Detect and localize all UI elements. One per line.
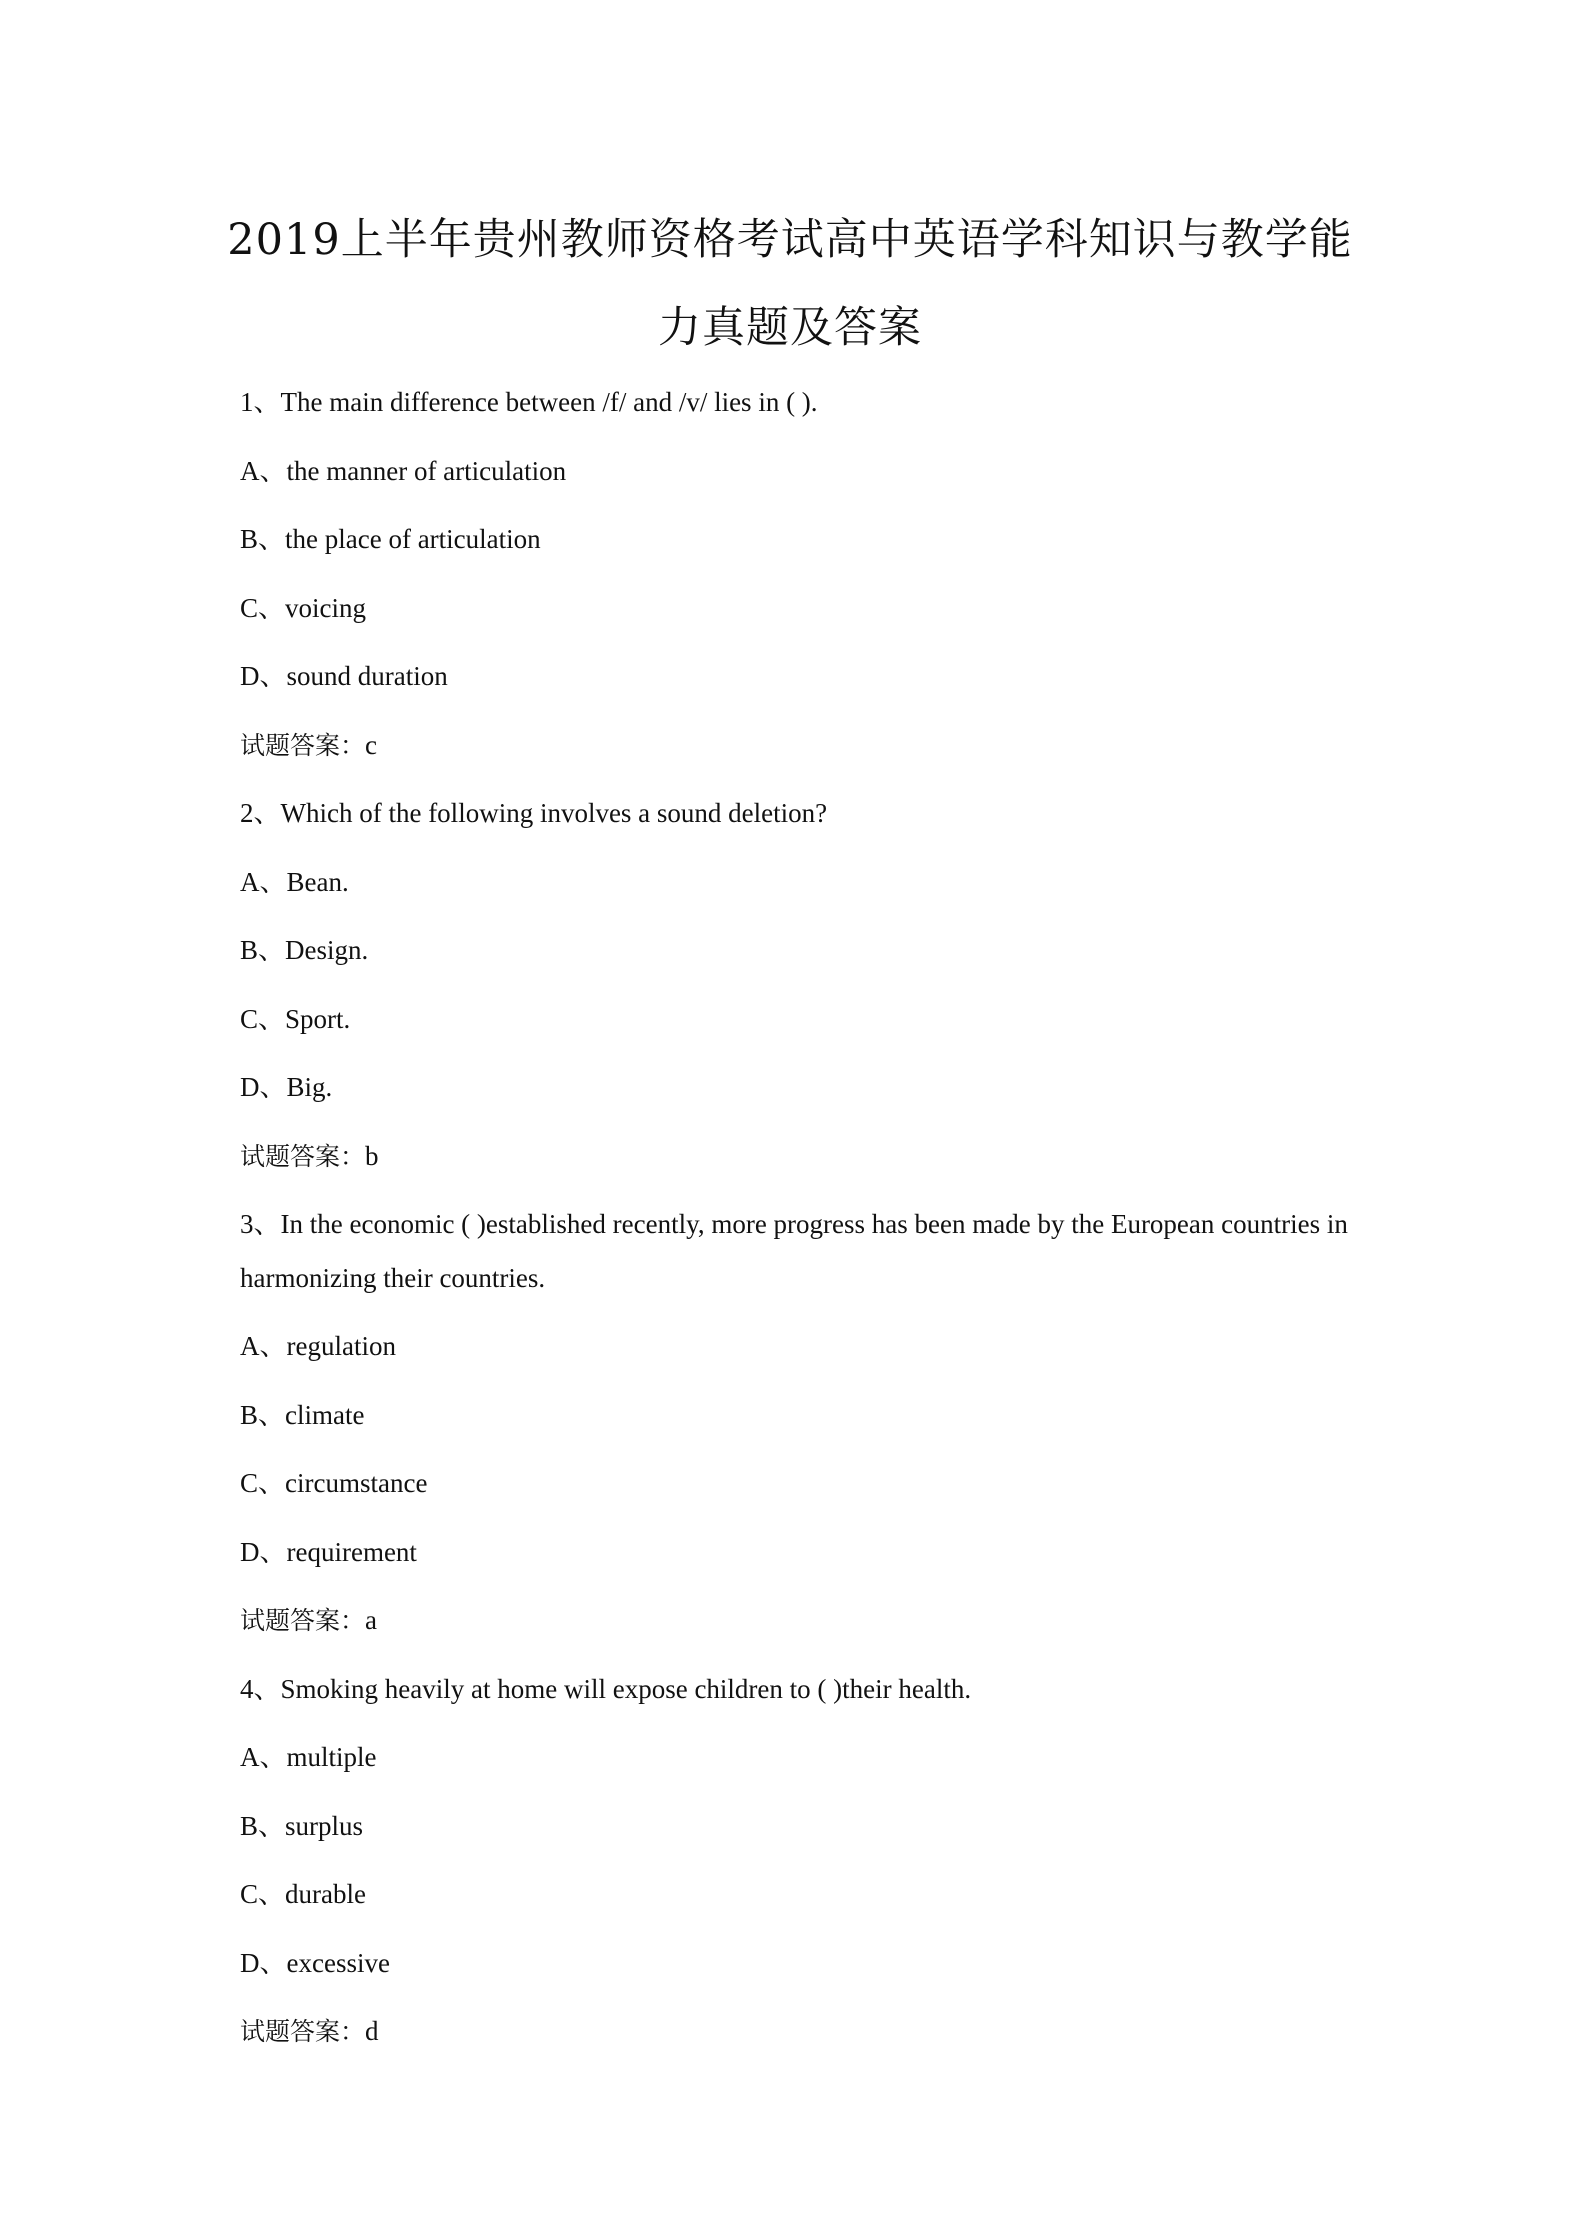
option-d: D、sound duration: [240, 661, 448, 691]
option-a: A、multiple: [240, 1742, 377, 1772]
answer-label: 试题答案：: [240, 730, 366, 760]
option-d: D、excessive: [240, 1947, 390, 1978]
title-line-1: 2019上半年贵州教师资格考试高中英语学科知识与教学能: [227, 215, 1353, 265]
question-stem: 3、In the economic ( )established recently, more progress has been made by the European countries in harmonizing their countries.: [240, 1209, 1348, 1293]
option-b: B、climate: [240, 1399, 365, 1430]
option-c: C、Sport.: [240, 1003, 351, 1034]
answer-label: 试题答案：: [240, 2017, 366, 2046]
option-c: C、circumstance: [240, 1468, 428, 1498]
answer-line: [240, 1136, 1350, 1176]
option-d: D、requirement: [240, 1536, 417, 1567]
question-stem: 4、Smoking heavily at home will expose children to ( )their health.: [240, 1673, 972, 1704]
option-c: C、voicing: [240, 592, 366, 623]
answer-value: d: [365, 2016, 379, 2046]
title-line-2: 力真题及答案: [658, 303, 922, 353]
option-c: C、durable: [240, 1879, 366, 1909]
option-b: B、Design.: [240, 935, 369, 965]
question-stem: 1、The main difference between /f/ and /v/ lies in ( ).: [240, 387, 818, 417]
answer-line: [240, 725, 1350, 765]
question-list: [240, 382, 1350, 2080]
answer-line: [240, 2011, 1350, 2051]
answer-value: c: [365, 729, 377, 760]
answer-value: a: [365, 1605, 377, 1635]
option-a: A、regulation: [240, 1331, 396, 1361]
answer-label: 试题答案：: [240, 1606, 366, 1635]
page-title: [0, 196, 1580, 372]
option-a: A、the manner of articulation: [240, 455, 567, 486]
answer-label: 试题答案：: [240, 1141, 366, 1171]
question-stem: 2、Which of the following involves a sound deletion?: [240, 798, 828, 828]
option-a: A、Bean.: [240, 866, 349, 897]
answer-value: b: [365, 1140, 379, 1171]
option-b: B、surplus: [240, 1810, 364, 1841]
option-d: D、Big.: [240, 1072, 333, 1102]
answer-line: [240, 1600, 1350, 1640]
option-b: B、the place of articulation: [240, 524, 541, 554]
